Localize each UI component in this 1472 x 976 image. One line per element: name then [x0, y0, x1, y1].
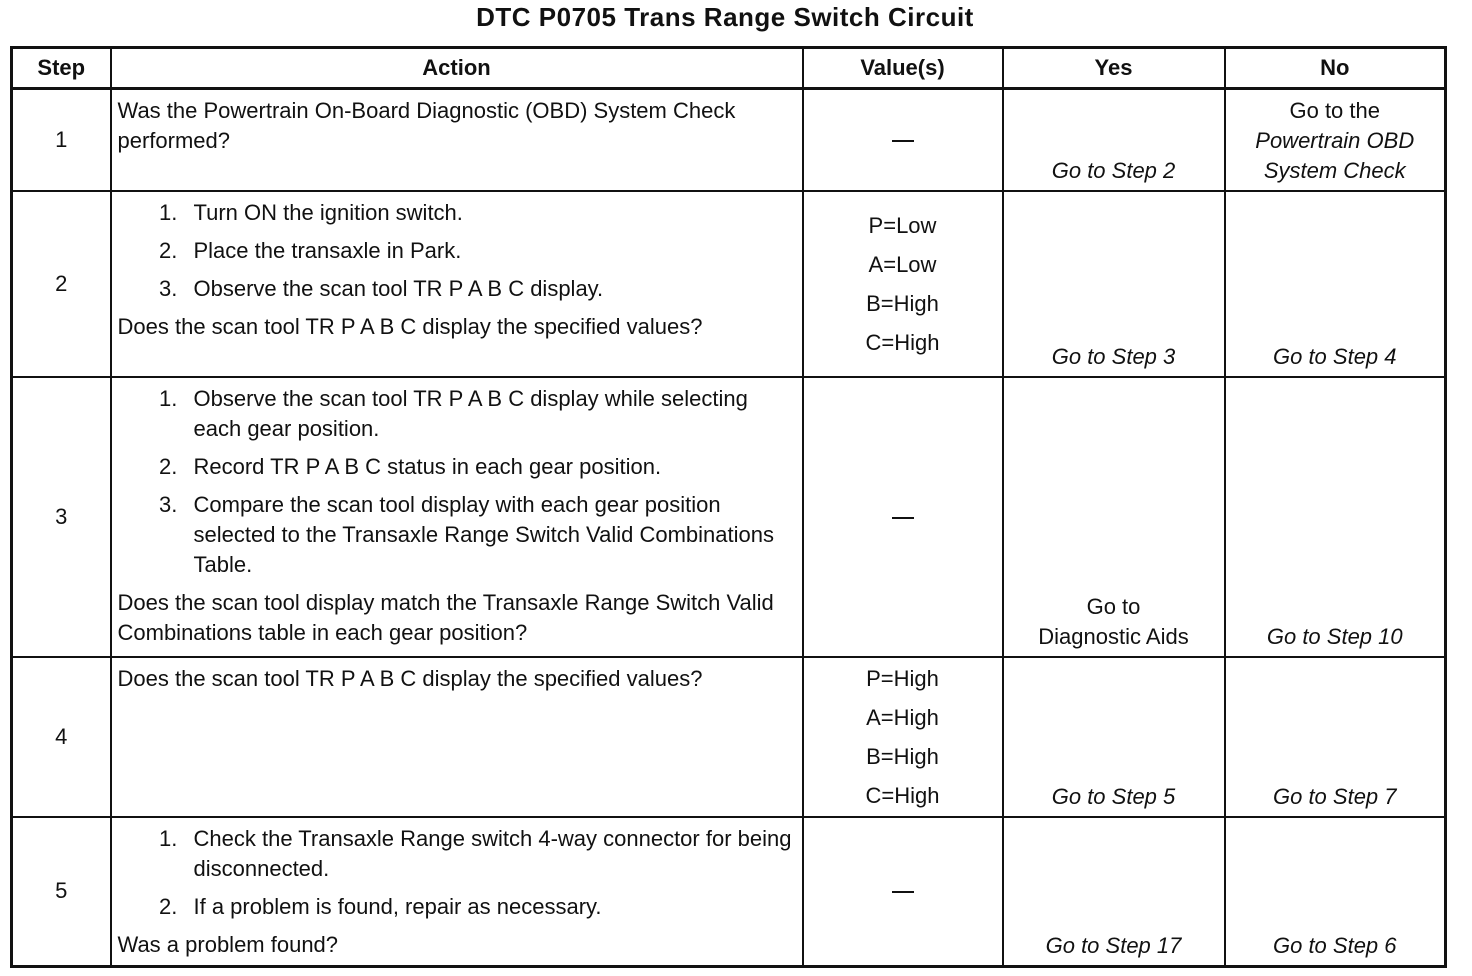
- yes-link[interactable]: Go to Step 5: [1051, 783, 1176, 809]
- values-cell: [803, 817, 1003, 967]
- values-cell: [803, 377, 1003, 657]
- action-cell: [111, 89, 803, 191]
- no-link[interactable]: System Check: [1263, 157, 1406, 183]
- empty-value-dash: [892, 517, 914, 519]
- diagnostic-table: [10, 46, 1447, 968]
- action-step: 1. Turn ON the ignition switch.: [184, 198, 796, 228]
- values-cell: [803, 191, 1003, 377]
- table-row: [12, 377, 1446, 657]
- no-link[interactable]: Go to Step 10: [1266, 623, 1403, 649]
- empty-value-dash: [892, 140, 914, 142]
- column-header-step: Step: [12, 48, 111, 89]
- action-question: Was the Powertrain On-Board Diagnostic (OBD) System Check performed?: [117, 98, 736, 153]
- action-step: 1. Observe the scan tool TR P A B C display while selecting each gear position.: [184, 384, 796, 444]
- no-link[interactable]: Go to Step 6: [1272, 933, 1397, 958]
- column-header-action: Action: [111, 48, 803, 89]
- value-line: C=High: [865, 782, 940, 808]
- column-header-yes: Yes: [1003, 48, 1225, 89]
- empty-value-dash: [892, 891, 914, 893]
- yes-cell: [1003, 377, 1225, 657]
- action-question: Does the scan tool TR P A B C display the specified values?: [117, 665, 703, 691]
- value-line: B=High: [866, 743, 939, 769]
- action-steps-list: [118, 198, 796, 304]
- column-header-values: Value(s): [803, 48, 1003, 89]
- yes-link[interactable]: Go to Step 17: [1045, 933, 1182, 958]
- values-cell: [803, 657, 1003, 817]
- values-cell: [803, 89, 1003, 191]
- yes-link[interactable]: Go to: [1086, 593, 1141, 619]
- value-line: A=High: [866, 704, 939, 730]
- action-cell: [111, 377, 803, 657]
- action-question: Does the scan tool display match the Transaxle Range Switch Valid Combinations table in each gear position?: [117, 589, 774, 645]
- action-step: 2. If a problem is found, repair as necessary.: [184, 892, 796, 922]
- action-question: Does the scan tool TR P A B C display the specified values?: [117, 313, 703, 339]
- yes-link[interactable]: Go to Step 2: [1051, 157, 1176, 183]
- action-step: 2. Place the transaxle in Park.: [184, 236, 796, 266]
- value-line: B=High: [866, 290, 939, 316]
- step-number: 5: [12, 817, 111, 967]
- step-number: 1: [12, 89, 111, 191]
- no-cell: [1225, 89, 1446, 191]
- yes-cell: [1003, 657, 1225, 817]
- action-step: 2. Record TR P A B C status in each gear position.: [184, 452, 796, 482]
- action-steps-list: [118, 824, 796, 922]
- no-cell: [1225, 657, 1446, 817]
- no-cell: [1225, 191, 1446, 377]
- column-header-no: No: [1225, 48, 1446, 89]
- table-row: [12, 817, 1446, 967]
- no-link[interactable]: Go to Step 7: [1272, 783, 1397, 809]
- value-line: C=High: [865, 329, 940, 355]
- value-line: P=High: [866, 665, 939, 691]
- value-line: A=Low: [868, 251, 937, 277]
- yes-cell: [1003, 89, 1225, 191]
- action-step: 1. Check the Transaxle Range switch 4-way connector for being disconnected.: [184, 824, 796, 884]
- yes-link[interactable]: Diagnostic Aids: [1038, 623, 1189, 649]
- table-body: [12, 89, 1446, 967]
- yes-link[interactable]: Go to Step 3: [1051, 343, 1176, 369]
- step-number: 4: [12, 657, 111, 817]
- step-number: 2: [12, 191, 111, 377]
- value-line: P=Low: [868, 212, 937, 238]
- action-step: 3. Compare the scan tool display with each gear position selected to the Transaxle Range Switch Valid Combinations Table.: [184, 490, 796, 580]
- no-link[interactable]: Powertrain OBD: [1255, 127, 1415, 153]
- action-steps-list: [118, 384, 796, 580]
- action-cell: [111, 191, 803, 377]
- page-title: DTC P0705 Trans Range Switch Circuit: [476, 2, 974, 32]
- no-cell: [1225, 817, 1446, 967]
- table-row: [12, 191, 1446, 377]
- yes-cell: [1003, 817, 1225, 967]
- action-cell: [111, 657, 803, 817]
- table-header-row: [12, 48, 1446, 89]
- action-step: 3. Observe the scan tool TR P A B C display.: [184, 274, 796, 304]
- action-question: Was a problem found?: [117, 931, 339, 957]
- action-cell: [111, 817, 803, 967]
- step-number: 3: [12, 377, 111, 657]
- yes-cell: [1003, 191, 1225, 377]
- no-link[interactable]: Go to Step 4: [1272, 343, 1397, 369]
- table-row: [12, 657, 1446, 817]
- table-row: [12, 89, 1446, 191]
- no-link[interactable]: Go to the: [1289, 97, 1380, 123]
- no-cell: [1225, 377, 1446, 657]
